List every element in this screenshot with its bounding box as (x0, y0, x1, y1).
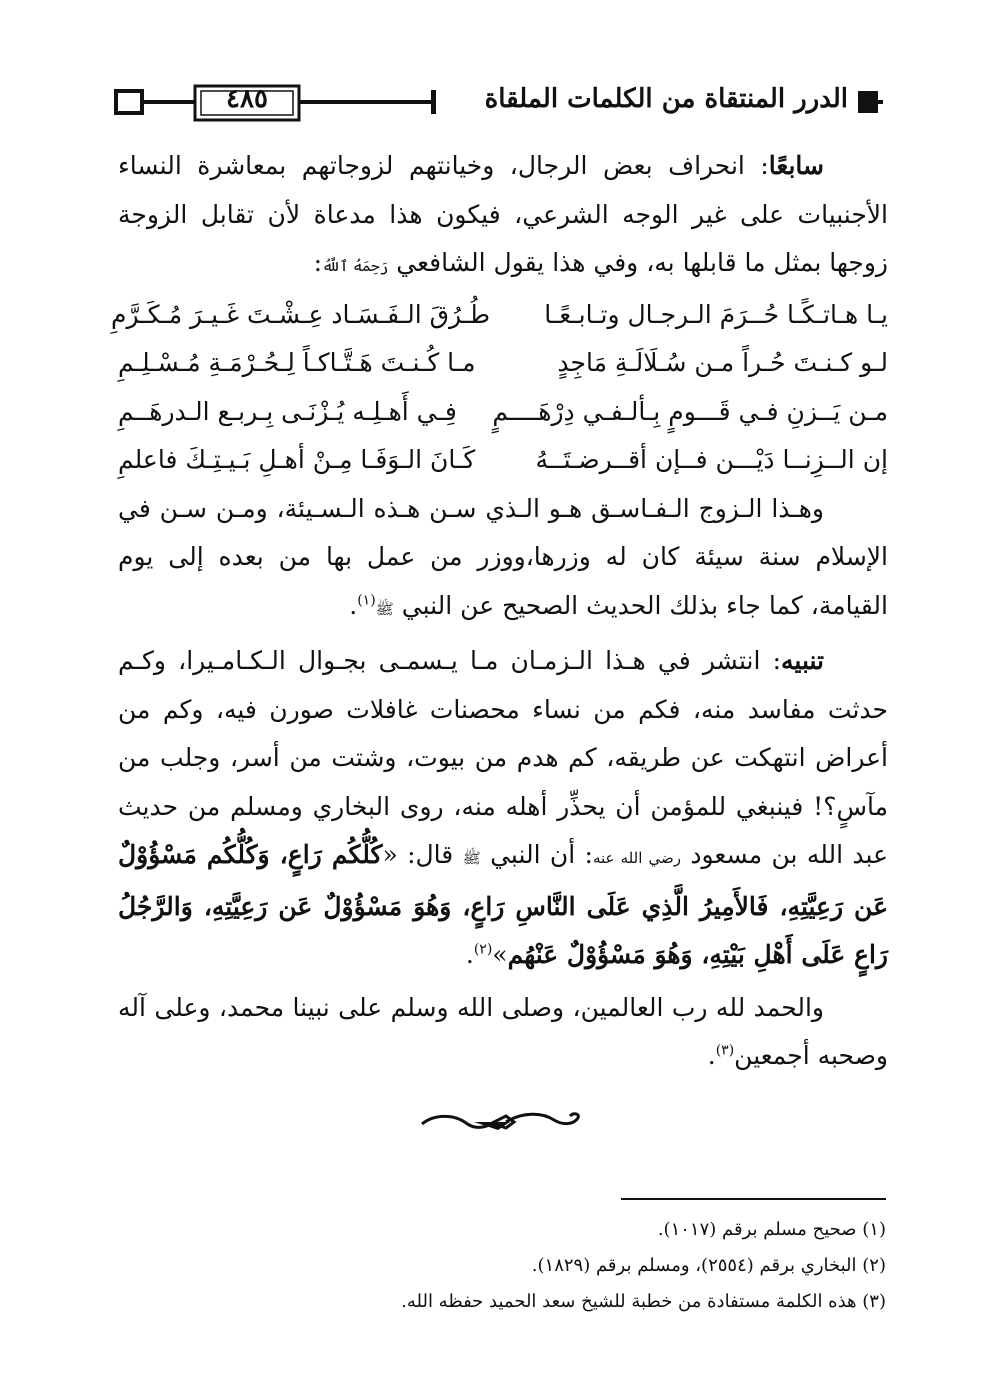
poem (110, 291, 888, 485)
left-square-ornament (116, 91, 142, 113)
paragraph-closing: والحمد لله رب العالمين، وصلى الله وسلم على نبينا محمد، وعلى آله وصحبه أجمعين$^{(٣)}$. (118, 992, 888, 1070)
verse-first-half: يـا هـاتـكًـا حُــرَمَ الـرجـال وتـابـعًـا (544, 299, 888, 329)
hadith-text: كُلُّكُم رَاعٍ، وَكُلُّكُم مَسْؤُوْلٌ عَن رَعِيَّتِهِ، فَالأَمِيرُ الَّذِي عَلَى النَّاسِ رَاعٍ، وَهُوَ مَسْؤُوْلٌ عَن رَعِيَّتِهِ، وَالرَّجُلُ رَاعٍ عَلَى أَهْلِ بَيْتِهِ، وَهُوَ مَسْؤُوْلٌ عَنْهُم (118, 840, 888, 969)
honorific-glyph: رضي الله عنه (592, 849, 682, 867)
poem-verse (110, 291, 888, 340)
footnote-1: (١) صحيح مسلم برقم (١٠١٧). (657, 1219, 886, 1240)
page-header (113, 78, 888, 128)
paragraph-seventh: سابعًا: انحراف بعض الرجال، وخيانتهم لزوجاتهم بمعاشرة النساء الأجنبيات على غير الوجه الشرعي، فيكون هذا مدعاة لأن تقابل الزوجة زوجها بمثل ما قابلها به، وفي هذا يقول الشافعي رَحِمَهُ ٱللَّهُ: (118, 151, 888, 277)
verse-second-half: طُـرُقَ الـفَـسَـاد عِـشْـتَ غَـيـرَ مُـكَـرَّمِ (110, 299, 490, 329)
warning-label: تنبيه (781, 646, 824, 675)
footnote-ref: (٢) (473, 941, 493, 958)
verse-second-half: مـا كُـنـتَ هَـتَّـاكـاً لِـحُـرْمَـةِ مُـسْـلِـمِ (118, 348, 476, 377)
footnote-3: (٣) هذه الكلمة مستفادة من خطبة للشيخ سعد الحميد حفظه الله. (401, 1291, 886, 1312)
verse-first-half: لـو كـنـتَ حُـراً مـن سُـلَالَـةِ مَاجِدٍ (557, 348, 888, 377)
verse-second-half: كَـانَ الـوَفَـا مِـنْ أهـلِ بَـيـتِـكَ فاعلمِ (118, 445, 476, 474)
divider-ornament (414, 1108, 586, 1138)
footnote-ref: (١) (357, 592, 376, 609)
paragraph-warning: تنبيه: انتشر في هـذا الـزمـان مـا يـسمـى بجـوال الـكـامـيرا، وكـم حدثت مفاسد منه، فكم من نساء محصنات غافلات صورن فيه، وكم من أعراض انتهكت عن طريقه، كم هدم من بيوت، وشتت من أسر، وجلب من مآسٍ؟! فينبغي للمؤمن أن يحذِّر أهله منه، روى البخاري ومسلم من حديث عبد الله بن مسعود رضي الله عنه: أن النبي ﷺ قال: «كُلُّكُم رَاعٍ، وَكُلُّكُم مَسْؤُوْلٌ عَن رَعِيَّتِهِ، فَالأَمِيرُ الَّذِي عَلَى النَّاسِ رَاعٍ، وَهُوَ مَسْؤُوْلٌ عَن رَعِيَّتِهِ، وَالرَّجُلُ رَاعٍ عَلَى أَهْلِ بَيْتِهِ، وَهُوَ مَسْؤُوْلٌ عَنْهُم»$^{(٢)}$. (118, 646, 888, 969)
seventh-label: سابعًا (768, 151, 824, 180)
footnote-separator (621, 1198, 886, 1200)
honorific-glyph: ﷺ (375, 599, 394, 618)
book-title: الدرر المنتقاة من الكلمات الملقاة (484, 84, 848, 114)
verse-first-half: إن الــزِنــا دَيْـــن فــإن أقــرضـتَــهُ (535, 445, 888, 474)
verse-first-half: مـن يَــزنِ فـي قَـــومٍ بِـألـفـي دِرْهَــــمٍ (492, 396, 888, 426)
honorific-glyph: رَحِمَهُ ٱللَّهُ (322, 257, 389, 275)
footnote-ref: (٣) (715, 1042, 735, 1059)
verse-second-half: فِـي أَهـلِـه يُـزْنَـى بِـربـع الـدرهَــمِ (118, 396, 457, 426)
footnote-2: (٢) البخاري برقم (٢٥٥٤)، ومسلم برقم (١٨٢٩). (531, 1255, 886, 1276)
page-body (110, 142, 888, 1081)
footnotes (300, 1212, 886, 1320)
poem-verse (118, 388, 888, 437)
page-number: ٤٨٥ (226, 84, 268, 114)
honorific-glyph: ﷺ (462, 849, 481, 867)
poem-verse (118, 339, 888, 388)
paragraph-sinful-husband: وهـذا الـزوج الـفـاسـق هـو الـذي سـن هـذه الـسـيئة، ومـن سـن في الإسلام سنة سيئة كان له وزرها،ووزر من عمل بها من بعده إلى يوم القيامة، كما جاء بذلك الحديث الصحيح عن النبي ﷺ$^{(١)}$. (118, 493, 888, 620)
right-square-ornament (858, 91, 878, 113)
poem-verse (118, 436, 888, 485)
